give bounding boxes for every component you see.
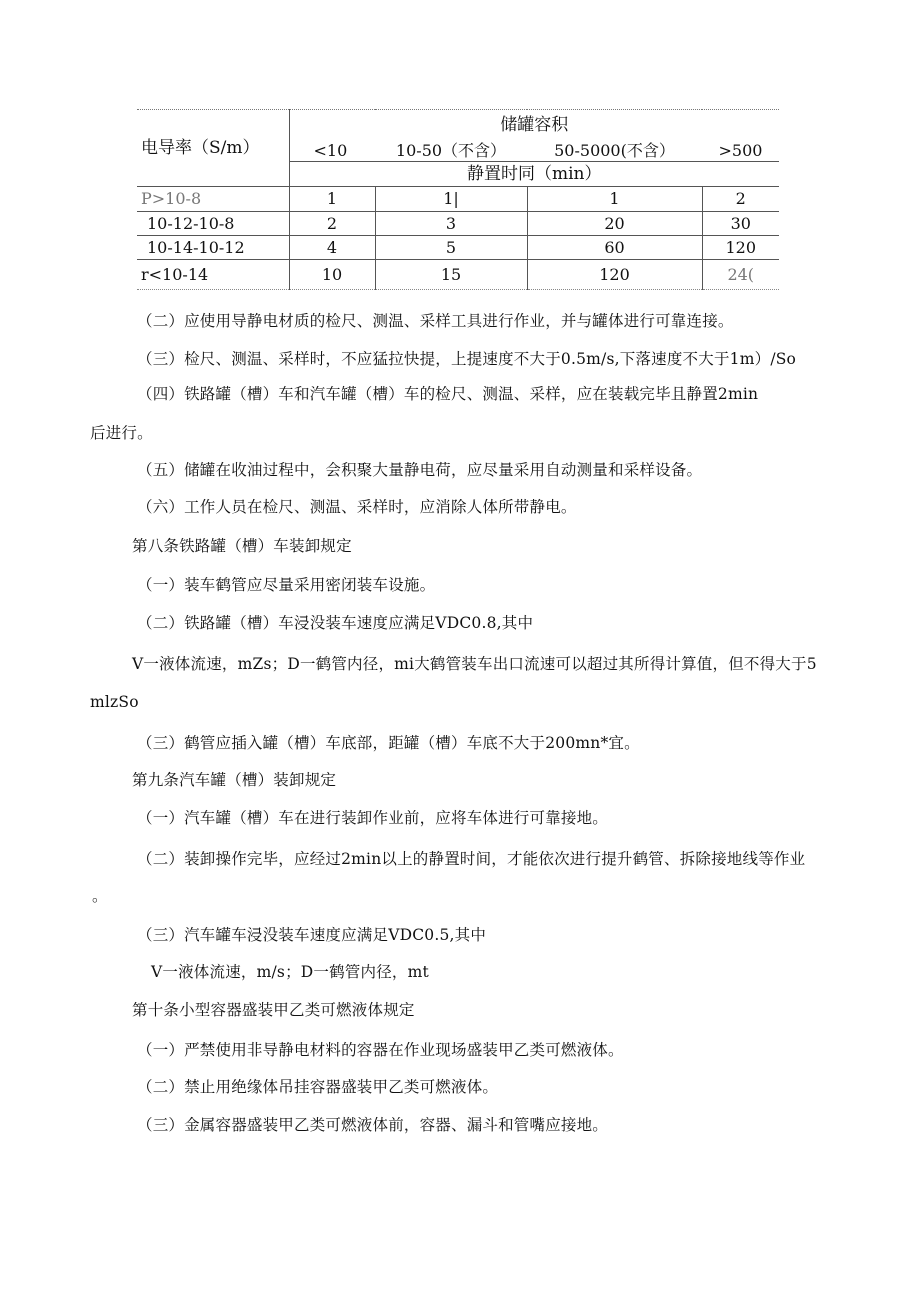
paragraph: （一）严禁使用非导静电材料的容器在作业现场盛装甲乙类可燃液体。 — [137, 1041, 624, 1059]
cell: 15 — [375, 260, 527, 290]
paragraph: （六）工作人员在检尺、测温、采样时，应消除人体所带静电。 — [137, 498, 577, 516]
row-label: 10-14-10-12 — [137, 236, 289, 260]
paragraph: 。 — [92, 887, 108, 905]
paragraph: （五）储罐在收油过程中，会积聚大量静电荷，应尽量采用自动测量和采样设备。 — [137, 461, 703, 479]
cell: 1| — [375, 187, 527, 212]
table-row — [137, 212, 779, 236]
range-50-5000: 50-5000(不含） — [554, 141, 675, 161]
cell: 2 — [702, 187, 779, 212]
section-heading: 第八条铁路罐（槽）车装卸规定 — [132, 537, 352, 555]
paragraph: （一）装车鹤管应尽量采用密闭装车设施。 — [137, 576, 436, 594]
cell: 1 — [527, 187, 702, 212]
section-heading: 第十条小型容器盛装甲乙类可燃液体规定 — [132, 1001, 415, 1019]
paragraph: （二）装卸操作完毕，应经过2min以上的静置时间，才能依次进行提升鹤管、拆除接地线等作业 — [137, 850, 806, 868]
row-label: r<10-14 — [137, 260, 289, 290]
paragraph: （三）鹤管应插入罐（槽）车底部，距罐（槽）车底不大于200mn*宜。 — [137, 734, 640, 752]
cell: 1 — [289, 187, 375, 212]
cell: 20 — [527, 212, 702, 236]
header-capacity: 储罐容积 — [289, 110, 779, 142]
cell: 60 — [527, 236, 702, 260]
paragraph: （四）铁路罐（槽）车和汽车罐（槽）车的检尺、测温、采样，应在装载完毕且静置2min — [137, 385, 759, 403]
paragraph: （三）金属容器盛装甲乙类可燃液体前，容器、漏斗和管嘴应接地。 — [137, 1116, 609, 1134]
cell: 24( — [702, 260, 779, 290]
section-heading: 第九条汽车罐（槽）装卸规定 — [132, 771, 337, 789]
range-10-50: 10-50（不含） — [395, 141, 507, 161]
row-label: P>10-8 — [137, 187, 289, 212]
paragraph: （三）汽车罐车浸没装车速度应满足VDC0.5,其中 — [137, 926, 487, 944]
cell: 120 — [702, 236, 779, 260]
table-row — [137, 187, 779, 212]
cell: 10 — [289, 260, 375, 290]
paragraph: mlzSo — [90, 693, 139, 711]
table-row — [137, 236, 779, 260]
paragraph: V一液体流速，m/s；D一鹤管内径，mt — [151, 963, 429, 981]
cell: 30 — [702, 212, 779, 236]
paragraph: （三）检尺、测温、采样时，不应猛拉快提，上提速度不大于0.5m/s,下落速度不大于1m）/So — [137, 350, 797, 368]
cell: 3 — [375, 212, 527, 236]
header-time: 静置时同（min） — [289, 162, 779, 187]
range-gt-500: >500 — [718, 141, 763, 161]
header-conductivity: 电导率（S/m） — [137, 110, 289, 187]
paragraph: （二）禁止用绝缘体吊挂容器盛装甲乙类可燃液体。 — [137, 1078, 499, 1096]
cell: 4 — [289, 236, 375, 260]
cell: 2 — [289, 212, 375, 236]
paragraph: V一液体流速，mZs；D一鹤管内径，mi大鹤管装车出口流速可以超过其所得计算值，但不得大于5 — [132, 655, 817, 673]
paragraph: （二）应使用导静电材质的检尺、测温、采样工具进行作业，并与罐体进行可靠连接。 — [137, 312, 734, 330]
row-label: 10-12-10-8 — [137, 212, 289, 236]
paragraph: （一）汽车罐（槽）车在进行装卸作业前，应将车体进行可靠接地。 — [137, 809, 609, 827]
cell: 5 — [375, 236, 527, 260]
table-row — [137, 260, 779, 290]
paragraph: 后进行。 — [90, 424, 153, 442]
paragraph: （二）铁路罐（槽）车浸没装车速度应满足VDC0.8,其中 — [137, 614, 534, 632]
cell: 120 — [527, 260, 702, 290]
range-lt-10: <10 — [289, 142, 375, 162]
static-time-table — [137, 109, 779, 290]
